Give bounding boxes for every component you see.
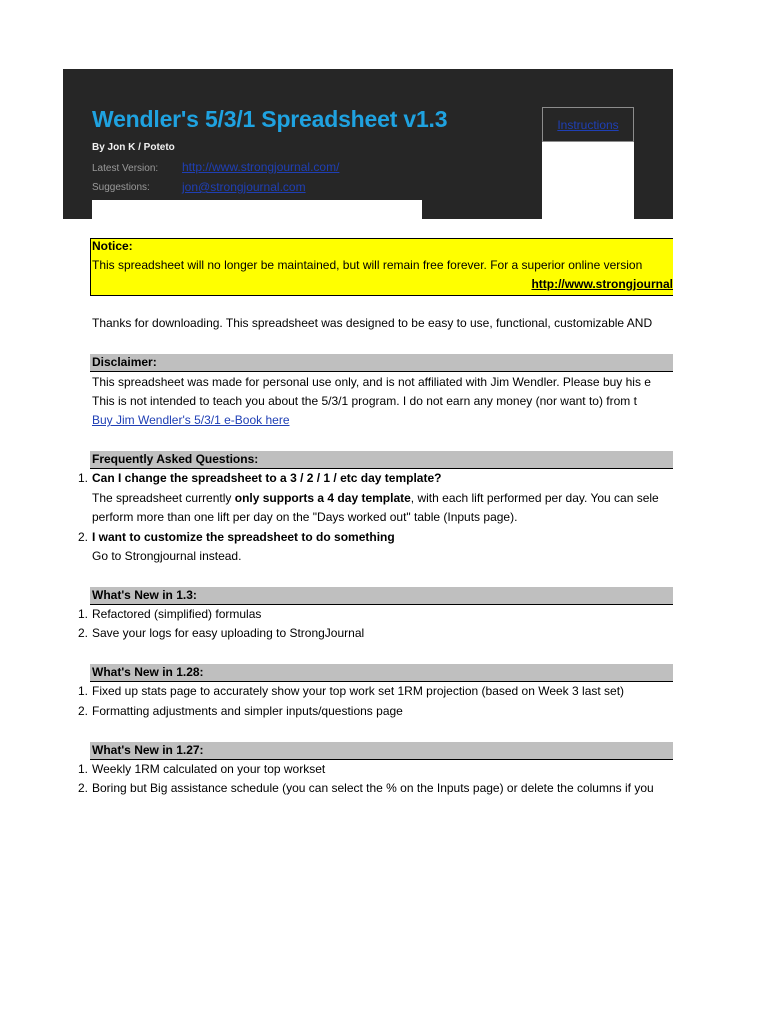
list-item-number: 1. xyxy=(78,762,89,776)
notice-text: This spreadsheet will no longer be maintained, but will remain free forever. For a superior online version xyxy=(92,258,643,272)
list-item-number: 1. xyxy=(78,607,89,621)
disclaimer-title: Disclaimer: xyxy=(92,355,157,369)
suggestions-label: Suggestions: xyxy=(92,182,150,193)
whats-new-1-28-header xyxy=(90,664,673,682)
faq-question-2: I want to customize the spreadsheet to do something xyxy=(92,530,395,544)
list-item: Weekly 1RM calculated on your top workset xyxy=(92,762,326,776)
list-item-number: 1. xyxy=(78,684,89,698)
faq-header xyxy=(90,451,673,469)
whats-new-1-3-title: What's New in 1.3: xyxy=(92,588,197,602)
faq-question-1: Can I change the spreadsheet to a 3 / 2 / 1 / etc day template? xyxy=(92,471,442,485)
notice-box xyxy=(90,238,673,296)
notice-title: Notice: xyxy=(92,239,133,253)
intro-text: Thanks for downloading. This spreadsheet was designed to be easy to use, functional, customizable AND xyxy=(92,316,653,330)
list-item-number: 2. xyxy=(78,704,89,718)
instructions-button-label: Instructions xyxy=(557,117,619,132)
whats-new-1-3-header xyxy=(90,587,673,605)
page-title: Wendler's 5/3/1 Spreadsheet v1.3 xyxy=(92,106,448,132)
faq-answer-1-line-1: The spreadsheet currently only supports a 4 day template, with each lift performed per day. You can sele xyxy=(92,491,659,505)
list-item: Fixed up stats page to accurately show your top work set 1RM projection (based on Week 3 last set) xyxy=(92,684,625,698)
faq-q2-number: 2. xyxy=(78,530,89,544)
suggestions-email-link[interactable]: jon@strongjournal.com xyxy=(182,180,306,194)
faq-q1-number: 1. xyxy=(78,471,89,485)
author-byline: By Jon K / Poteto xyxy=(92,142,175,153)
disclaimer-header xyxy=(90,354,673,372)
whats-new-1-27-header xyxy=(90,742,673,760)
list-item: Boring but Big assistance schedule (you can select the % on the Inputs page) or delete the columns if you xyxy=(92,781,654,795)
list-item: Formatting adjustments and simpler inputs/questions page xyxy=(92,704,403,718)
list-item: Refactored (simplified) formulas xyxy=(92,607,262,621)
latest-version-label: Latest Version: xyxy=(92,163,159,174)
faq-title: Frequently Asked Questions: xyxy=(92,452,259,466)
faq-answer-2: Go to Strongjournal instead. xyxy=(92,549,242,563)
latest-version-link[interactable]: http://www.strongjournal.com/ xyxy=(182,160,340,174)
list-item: Save your logs for easy uploading to StrongJournal xyxy=(92,626,365,640)
whats-new-1-27-title: What's New in 1.27: xyxy=(92,743,204,757)
list-item-number: 2. xyxy=(78,626,89,640)
disclaimer-line-2: This is not intended to teach you about the 5/3/1 program. I do not earn any money (nor want to) from t xyxy=(92,394,637,408)
list-item-number: 2. xyxy=(78,781,89,795)
whats-new-1-28-title: What's New in 1.28: xyxy=(92,665,204,679)
buy-ebook-link[interactable]: Buy Jim Wendler's 5/3/1 e-Book here xyxy=(92,413,290,427)
faq-answer-1-line-2: perform more than one lift per day on the "Days worked out" table (Inputs page). xyxy=(92,510,518,524)
notice-link[interactable]: http://www.strongjournal xyxy=(531,277,673,291)
disclaimer-line-1: This spreadsheet was made for personal use only, and is not affiliated with Jim Wendler. Please buy his e xyxy=(92,375,651,389)
